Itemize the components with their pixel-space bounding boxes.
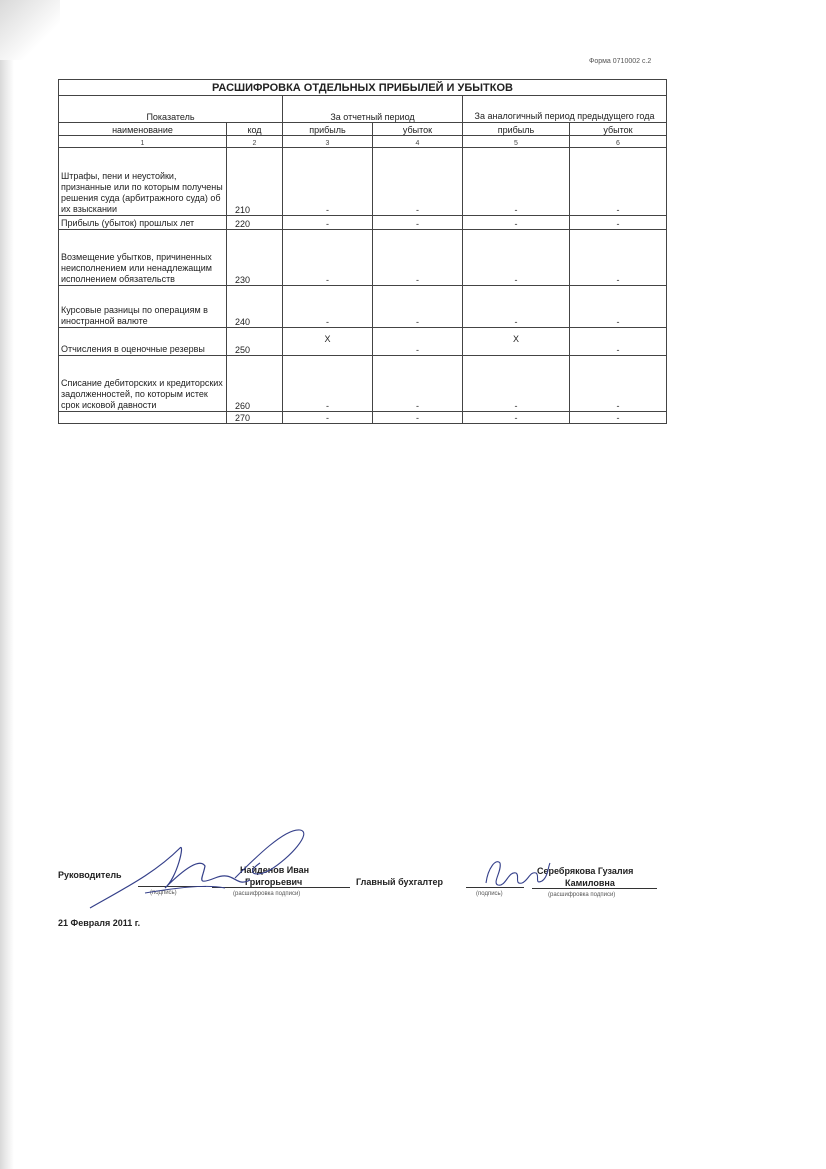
column-number: 3 <box>283 136 373 148</box>
scan-edge <box>0 0 14 1169</box>
row-value: - <box>570 148 667 216</box>
header-profit-current: прибыль <box>283 123 373 136</box>
row-value: - <box>373 230 463 286</box>
row-value: - <box>373 356 463 412</box>
row-value: X <box>463 328 570 356</box>
table-row <box>59 286 667 328</box>
row-code: 270 <box>227 412 283 424</box>
row-name: Возмещение убытков, причиненных неисполнением или ненадлежащим исполнением обязательств <box>59 230 227 286</box>
row-code: 250 <box>227 328 283 356</box>
header-loss-current: убыток <box>373 123 463 136</box>
row-value: - <box>570 412 667 424</box>
table-row <box>59 216 667 230</box>
row-name: Прибыль (убыток) прошлых лет <box>59 216 227 230</box>
header-previous-period: За аналогичный период предыдущего года <box>463 96 667 123</box>
row-value: - <box>570 286 667 328</box>
column-number: 5 <box>463 136 570 148</box>
row-value: - <box>463 230 570 286</box>
accountant-decode-caption: (расшифровка подписи) <box>548 892 616 898</box>
row-value: - <box>283 148 373 216</box>
row-name: Курсовые разницы по операциям в иностранной валюте <box>59 286 227 328</box>
row-name: Списание дебиторских и кредиторских задолженностей, по которым истек срок исковой давности <box>59 356 227 412</box>
row-code: 240 <box>227 286 283 328</box>
column-number: 1 <box>59 136 227 148</box>
header-current-period: За отчетный период <box>283 96 463 123</box>
header-code: код <box>227 123 283 136</box>
row-value: - <box>463 216 570 230</box>
row-value: - <box>463 286 570 328</box>
row-code: 260 <box>227 356 283 412</box>
table-row <box>59 356 667 412</box>
row-value: X <box>283 328 373 356</box>
accountant-name-line2: Камиловна <box>565 878 615 888</box>
table-title: РАСШИФРОВКА ОТДЕЛЬНЫХ ПРИБЫЛЕЙ И УБЫТКОВ <box>59 80 667 96</box>
row-value: - <box>373 286 463 328</box>
row-value: - <box>373 216 463 230</box>
head-name-line1: Найденов Иван <box>240 865 310 875</box>
table-row <box>59 230 667 286</box>
table-row <box>59 328 667 356</box>
chief-accountant-label: Главный бухгалтер <box>356 877 444 887</box>
head-handwritten-signature <box>85 818 325 913</box>
row-name: Отчисления в оценочные резервы <box>59 328 227 356</box>
scan-corner-shadow <box>0 0 60 60</box>
accountant-handwritten-signature <box>478 853 558 893</box>
row-value: - <box>463 412 570 424</box>
column-number: 2 <box>227 136 283 148</box>
row-value: - <box>570 356 667 412</box>
table-row <box>59 412 667 424</box>
row-value: - <box>570 216 667 230</box>
header-loss-previous: убыток <box>570 123 667 136</box>
row-value: - <box>283 356 373 412</box>
head-signature-caption: (подпись) <box>150 890 177 896</box>
form-code: Форма 0710002 с.2 <box>589 58 652 65</box>
row-value: - <box>283 230 373 286</box>
row-code: 220 <box>227 216 283 230</box>
document-date: 21 Февраля 2011 г. <box>58 918 141 928</box>
row-value: - <box>283 412 373 424</box>
head-decode-caption: (расшифровка подписи) <box>233 891 301 897</box>
column-number: 6 <box>570 136 667 148</box>
head-name-line2: Григорьевич <box>245 877 303 887</box>
row-value: - <box>463 356 570 412</box>
row-value: - <box>570 230 667 286</box>
profit-loss-table <box>58 79 667 424</box>
header-name: наименование <box>59 123 227 136</box>
row-value: - <box>373 328 463 356</box>
row-value: - <box>373 412 463 424</box>
row-code: 230 <box>227 230 283 286</box>
row-code: 210 <box>227 148 283 216</box>
head-label: Руководитель <box>58 870 122 880</box>
row-name <box>59 412 227 424</box>
accountant-signature-caption: (подпись) <box>476 891 503 897</box>
header-indicator: Показатель <box>59 96 283 123</box>
row-value: - <box>373 148 463 216</box>
row-value: - <box>283 216 373 230</box>
accountant-name-line1: Серебрякова Гузалия <box>537 866 634 876</box>
header-profit-previous: прибыль <box>463 123 570 136</box>
row-value: - <box>570 328 667 356</box>
row-value: - <box>283 286 373 328</box>
table-row <box>59 148 667 216</box>
column-number: 4 <box>373 136 463 148</box>
row-value: - <box>463 148 570 216</box>
row-name: Штрафы, пени и неустойки, признанные или по которым получены решения суда (арбитражного суда) об их взыскании <box>59 148 227 216</box>
